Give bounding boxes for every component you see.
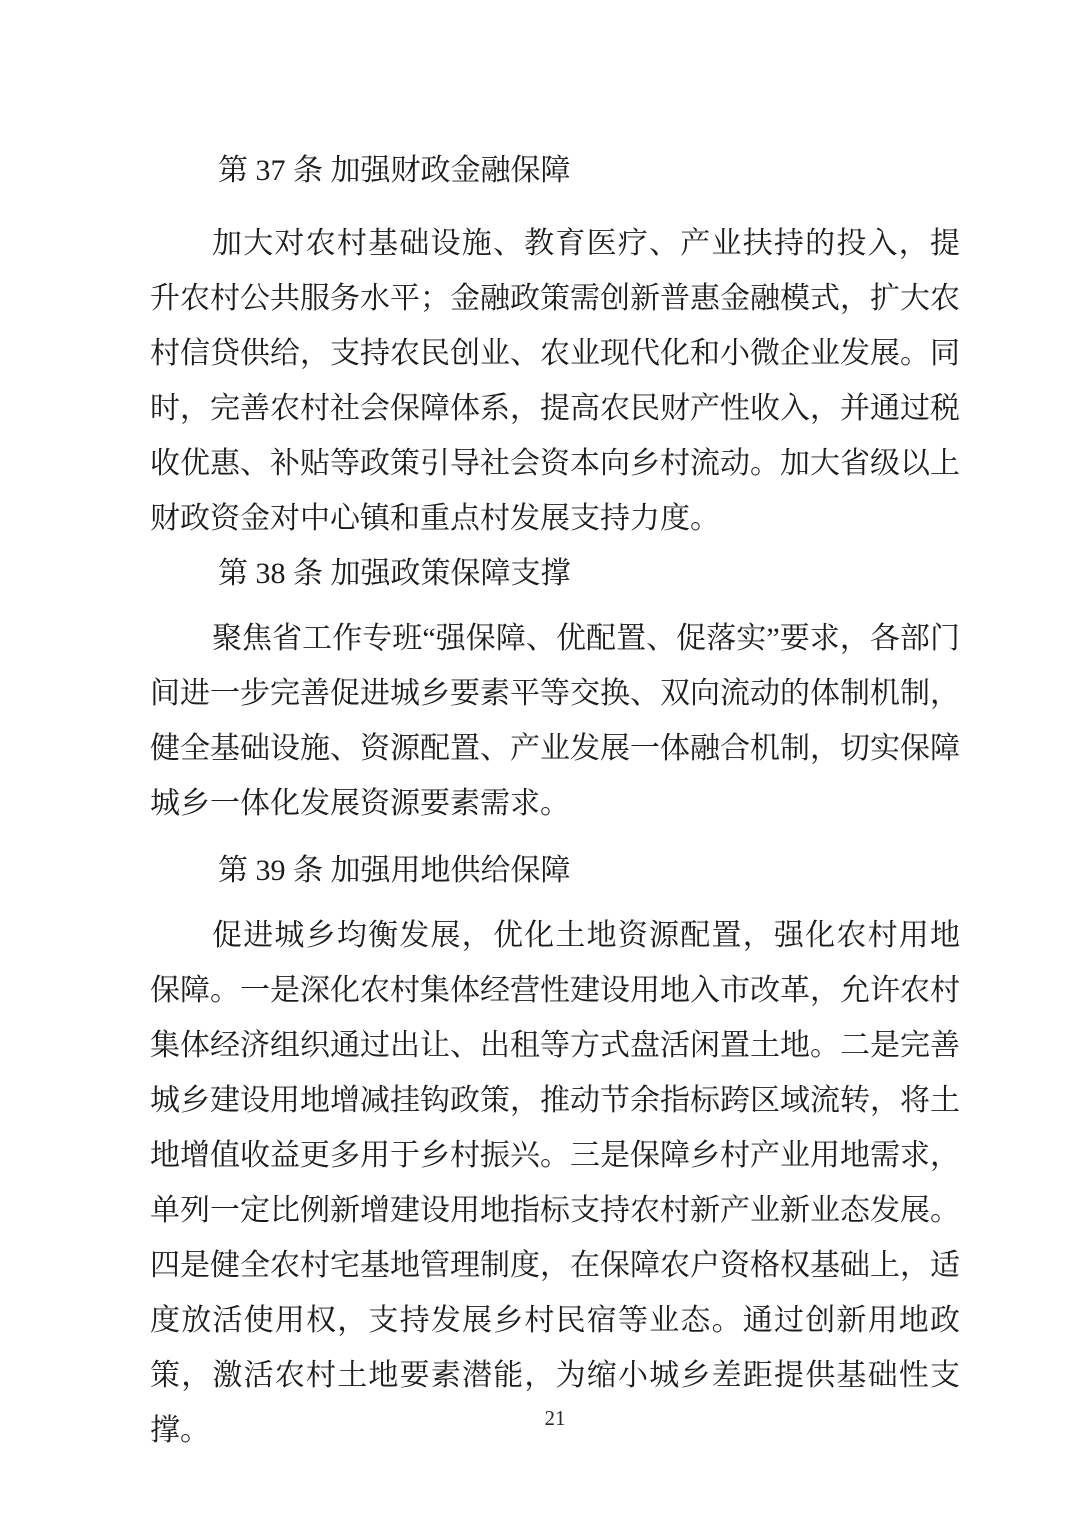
article-39-body: 促进城乡均衡发展，优化土地资源配置，强化农村用地保障。一是深化农村集体经营性建设用地入市改革，允许农村集体经济组织通过出让、出租等方式盘活闲置土地。二是完善城乡建设用地增减挂钩政策，推动节余指标跨区域流转，将土地增值收益更多用于乡村振兴。三是保障乡村产业用地需求，单列一定比例新增建设用地指标支持农村新产业新业态发展。四是健全农村宅基地管理制度，在保障农户资格权基础上，适度放活使用权，支持发展乡村民宿等业态。通过创新用地政策，激活农村土地要素潜能，为缩小城乡差距提供基础性支撑。 bbox=[150, 919, 960, 1447]
article-38-heading: 第 38 条 加强政策保障支撑 bbox=[218, 557, 571, 590]
article-39-heading: 第 39 条 加强用地供给保障 bbox=[218, 854, 571, 887]
article-37-body: 加大对农村基础设施、教育医疗、产业扶持的投入，提升农村公共服务水平；金融政策需创新普惠金融模式，扩大农村信贷供给，支持农民创业、农业现代化和小微企业发展。同时，完善农村社会保障体系，提高农民财产性收入，并通过税收优惠、补贴等政策引导社会资本向乡村流动。加大省级以上财政资金对中心镇和重点村发展支持力度。 bbox=[150, 227, 960, 535]
page-content bbox=[150, 143, 960, 1458]
page-number: 21 bbox=[544, 1406, 566, 1430]
article-38-section bbox=[150, 546, 960, 831]
article-37-section bbox=[150, 143, 960, 546]
article-39-section bbox=[150, 843, 960, 1458]
article-38-body: 聚焦省工作专班“强保障、优配置、促落实”要求，各部门间进一步完善促进城乡要素平等交换、双向流动的体制机制，健全基础设施、资源配置、产业发展一体融合机制，切实保障城乡一体化发展资源要素需求。 bbox=[150, 622, 960, 820]
article-37-heading: 第 37 条 加强财政金融保障 bbox=[218, 154, 571, 187]
